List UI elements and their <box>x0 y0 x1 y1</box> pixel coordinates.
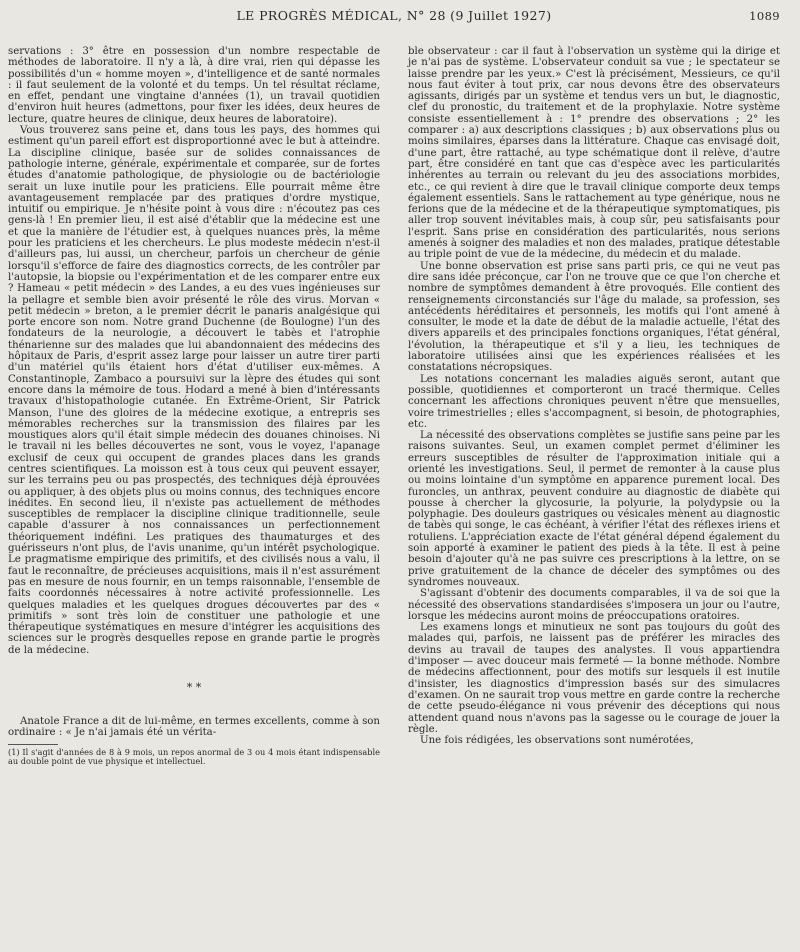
page-number: 1089 <box>749 9 781 23</box>
footnote-rule <box>8 744 58 745</box>
right-paragraph-5: S'agissant d'obtenir des documents comparables, il va de soi que la nécessité des observations standardisées s'imposera un jour ou l'autre, lorsque les médecins auront moins de préoccupations oratoires. <box>408 588 780 622</box>
left-column <box>8 46 380 766</box>
section-gap-2 <box>8 694 380 716</box>
section-mark: * * <box>186 681 202 695</box>
right-paragraph-3: Les notations concernant les maladies aiguës seront, autant que possible, quotidiennes et comporteront un tracé thermique. Celles concernant les affections chroniques peuvent n'être que mensuelles, voire trimestrielles ; elles s'accompagnent, si besoin, de photographies, etc. <box>408 373 780 430</box>
journal-title: LE PROGRÈS MÉDICAL, N° 28 (9 Juillet 1927) <box>236 8 552 23</box>
left-paragraph-1: servations : 3° être en possession d'un nombre respectable de méthodes de laboratoire. Il n'y a là, à dire vrai, rien qui dépasse les possibilités d'un « homme moyen », d'intelligence et de santé normales : il faut seulement de la volonté et du temps. Un tel résultat réclame, en effet, pendant une vingtaine d'années (1), un travail quotidien d'environ huit heures (admettons, pour fixer les idées, deux heures de lecture, quatre heures de clinique, deux heures de laboratoire). <box>8 46 380 125</box>
right-paragraph-6: Les examens longs et minutieux ne sont pas toujours du goût des malades qui, parfois, ne laissent pas de préférer les miracles des devins au travail de taupes des analystes. Il vous appartiendra d'imposer — avec douceur mais fermeté — la bonne méthode. Nombre de médecins affectionnent, pour des motifs sur lesquels il est inutile d'insister, les diagnostics d'impression basés sur des simulacres d'examen. On ne saurait trop vous mettre en garde contre la recherche de cette pseudo-élégance ni vous prévenir des déceptions qui nous attendent quand nous n'avons pas la sagesse ou le courage de jouer la règle. <box>408 622 780 735</box>
text-columns <box>8 46 780 766</box>
running-header <box>8 8 780 34</box>
left-paragraph-2: Vous trouverez sans peine et, dans tous les pays, des hommes qui estiment qu'un pareil effort est disproportionné avec le but à atteindre. La discipline clinique, basée sur de solides connaissances de pathologie interne, générale, expérimentale et comparée, sur de fortes études d'anatomie pathologique, de physiologie ou de bactériologie serait un luxe inutile pour les praticiens. Elle pourrait même être avantageusement remplacée par des pratiques d'ordre mystique, intuitif ou empirique. Je n'hésite point à vous dire : n'écoutez pas ces gens-là ! En premier lieu, il est aisé d'établir que la médecine est une et que la manière de l'étudier est, à quelques nuances près, la même pour les praticiens et les chercheurs. Le plus modeste médecin n'est-il d'ailleurs pas, lui aussi, un chercheur, parfois un chercheur de génie lorsqu'il s'efforce de faire des diagnostics corrects, de les contrôler par l'autopsie, la biopsie ou l'expérimentation et de les comparer entre eux ? Hameau « petit médecin » des Landes, a eu des vues ingénieuses sur la pellagre et semble bien avoir présenté le rôle des virus. Morvan « petit médecin » breton, a le premier décrit le panaris analgésique qui porte encore son nom. Notre grand Duchenne (de Boulogne) l'un des fondateurs de la neurologie, a découvert le tabès et l'atrophie thénarienne sur des malades que lui abandonnaient des médecins des hôpitaux de Paris, d'esprit assez large pour laisser un autre tirer parti d'un matériel qu'ils étaient hors d'état d'utiliser eux-mêmes. A Constantinople, Zambaco a poursuivi sur la lèpre des études qui sont encore dans la mémoire de tous. Hodard a mené à bien d'intéressants travaux d'histopathologie cutanée. En Extrême-Orient, Sir Patrick Manson, l'une des gloires de la médecine exotique, a entrepris ses mémorables recherches sur la transmission des filaires par les moustiques alors qu'il était simple médecin des douanes chinoises. Ni le travail ni les belles découvertes ne sont, vous le voyez, l'apanage exclusif de ceux qui occupent de grandes places dans les grands centres scientifiques. La moisson est à tous ceux qui peuvent essayer, sur les terrains peu ou pas prospectés, des techniques déjà éprouvées ou appliquer, à des objets plus ou moins connus, des techniques encore inédites. En second lieu, il n'existe pas actuellement de méthodes susceptibles de remplacer la discipline clinique traditionnelle, seule capable d'assurer à nos connaissances un perfectionnement théoriquement indéfini. Les pratiques des thaumaturges et des guérisseurs n'ont plus, de l'avis unanime, qu'un intérêt psychologique. Le pragmatisme empirique des primitifs, et des civilisés nous a valu, il faut le reconnaître, de précieuses acquisitions, mais il n'est assurément pas en mesure de nous fournir, en un temps raisonnable, l'ensemble de faits coordonnés nécessaires à notre activité professionnelle. Les quelques maladies et les quelques drogues découvertes par des « primitifs » sont très loin de constituer une pathologie et une thérapeutique systématiques en mesure d'intégrer les acquisitions des sciences sur le progrès desquelles repose en grande partie le progrès de la médecine. <box>8 125 380 656</box>
footnote: (1) Il s'agit d'années de 8 à 9 mois, un repos anormal de 3 ou 4 mois étant indispensable au double point de vue physique et intellectuel. <box>8 746 380 766</box>
right-paragraph-7: Une fois rédigées, les observations sont numérotées, <box>420 735 694 747</box>
right-paragraph-4: La nécessité des observations complètes se justifie sans peine par les raisons suivantes. Seul, un examen complet permet d'éliminer les erreurs susceptibles de résulter de l'approximation initiale qui a orienté les investigations. Seul, il permet de remonter à la cause plus ou moins lointaine d'un symptôme en apparence purement local. Des furoncles, un anthrax, peuvent conduire au diagnostic de diabète qui pousse à chercher la glycosurie, la polyurie, la polydypsie ou la polyphagie. Des douleurs gastriques ou vésicales mènent au diagnostic de tabès qui songe, le cas échéant, à vérifier l'état des réflexes iriens et rotuliens. L'appréciation exacte de l'état général dépend également du soin apporté à examiner le patient des pieds à la tête. Il est à peine besoin d'ajouter qu'à ne pas suivre ces prescriptions à la lettre, on se prive gratuitement de la chance de déceler des symptômes ou des syndromes nouveaux. <box>408 430 780 588</box>
left-paragraph-3: Anatole France a dit de lui-même, en termes excellents, comme à son ordinaire : « Je n'ai jamais été un vérita- <box>8 716 380 739</box>
section-gap <box>8 656 380 678</box>
right-column <box>408 46 780 766</box>
right-paragraph-1: ble observateur : car il faut à l'observation un système qui la dirige et je n'ai pas de système. L'observateur conduit sa vue ; le spectateur se laisse prendre par les yeux.» C'est là précisément, Messieurs, ce qu'il nous faut éviter à tout prix, car nous devons être des observateurs agissants, dirigés par un système et tendus vers un but, le diagnostic, clef du pronostic, du traitement et de la prophylaxie. Notre système consiste essentiellement à : 1° prendre des observations ; 2° les comparer : a) aux descriptions classiques ; b) aux observations plus ou moins similaires, éparses dans la littérature. Chaque cas envisagé doit, d'une part, être rattaché, au type schématique dont il relève, d'autre part, être considéré en tant que cas d'espèce avec les particularités inhérentes au terrain ou relevant du jeu des associations morbides, etc., ce qui revient à dire que le travail clinique comporte deux temps également essentiels. Sans le rattachement au type générique, nous ne ferions que de la médecine et de la thérapeutique symptomatiques, pis aller trop souvent inévitables mais, à coup sûr, peu satisfaisants pour l'esprit. Sans prise en considération des particularités, nous serions amenés à soigner des maladies et non des malades, pratique détestable au triple point de vue de la médecine, du médecin et du malade. <box>408 46 780 261</box>
right-paragraph-2: Une bonne observation est prise sans parti pris, ce qui ne veut pas dire sans idée préconçue, car l'on ne trouve que ce que l'on cherche et nombre de symptômes demandent à être provoqués. Elle contient des renseignements circonstanciés sur l'âge du malade, sa profession, ses antécédents héréditaires et personnels, les motifs qui l'ont amené à consulter, le mode et la date de début de la maladie actuelle, l'état des divers appareils et des principales fonctions organiques, l'état général, l'évolution, la thérapeutique et s'il y a lieu, les techniques de laboratoire utilisées ainsi que les expériences réalisées et les constatations nécropsiques. <box>408 260 780 374</box>
